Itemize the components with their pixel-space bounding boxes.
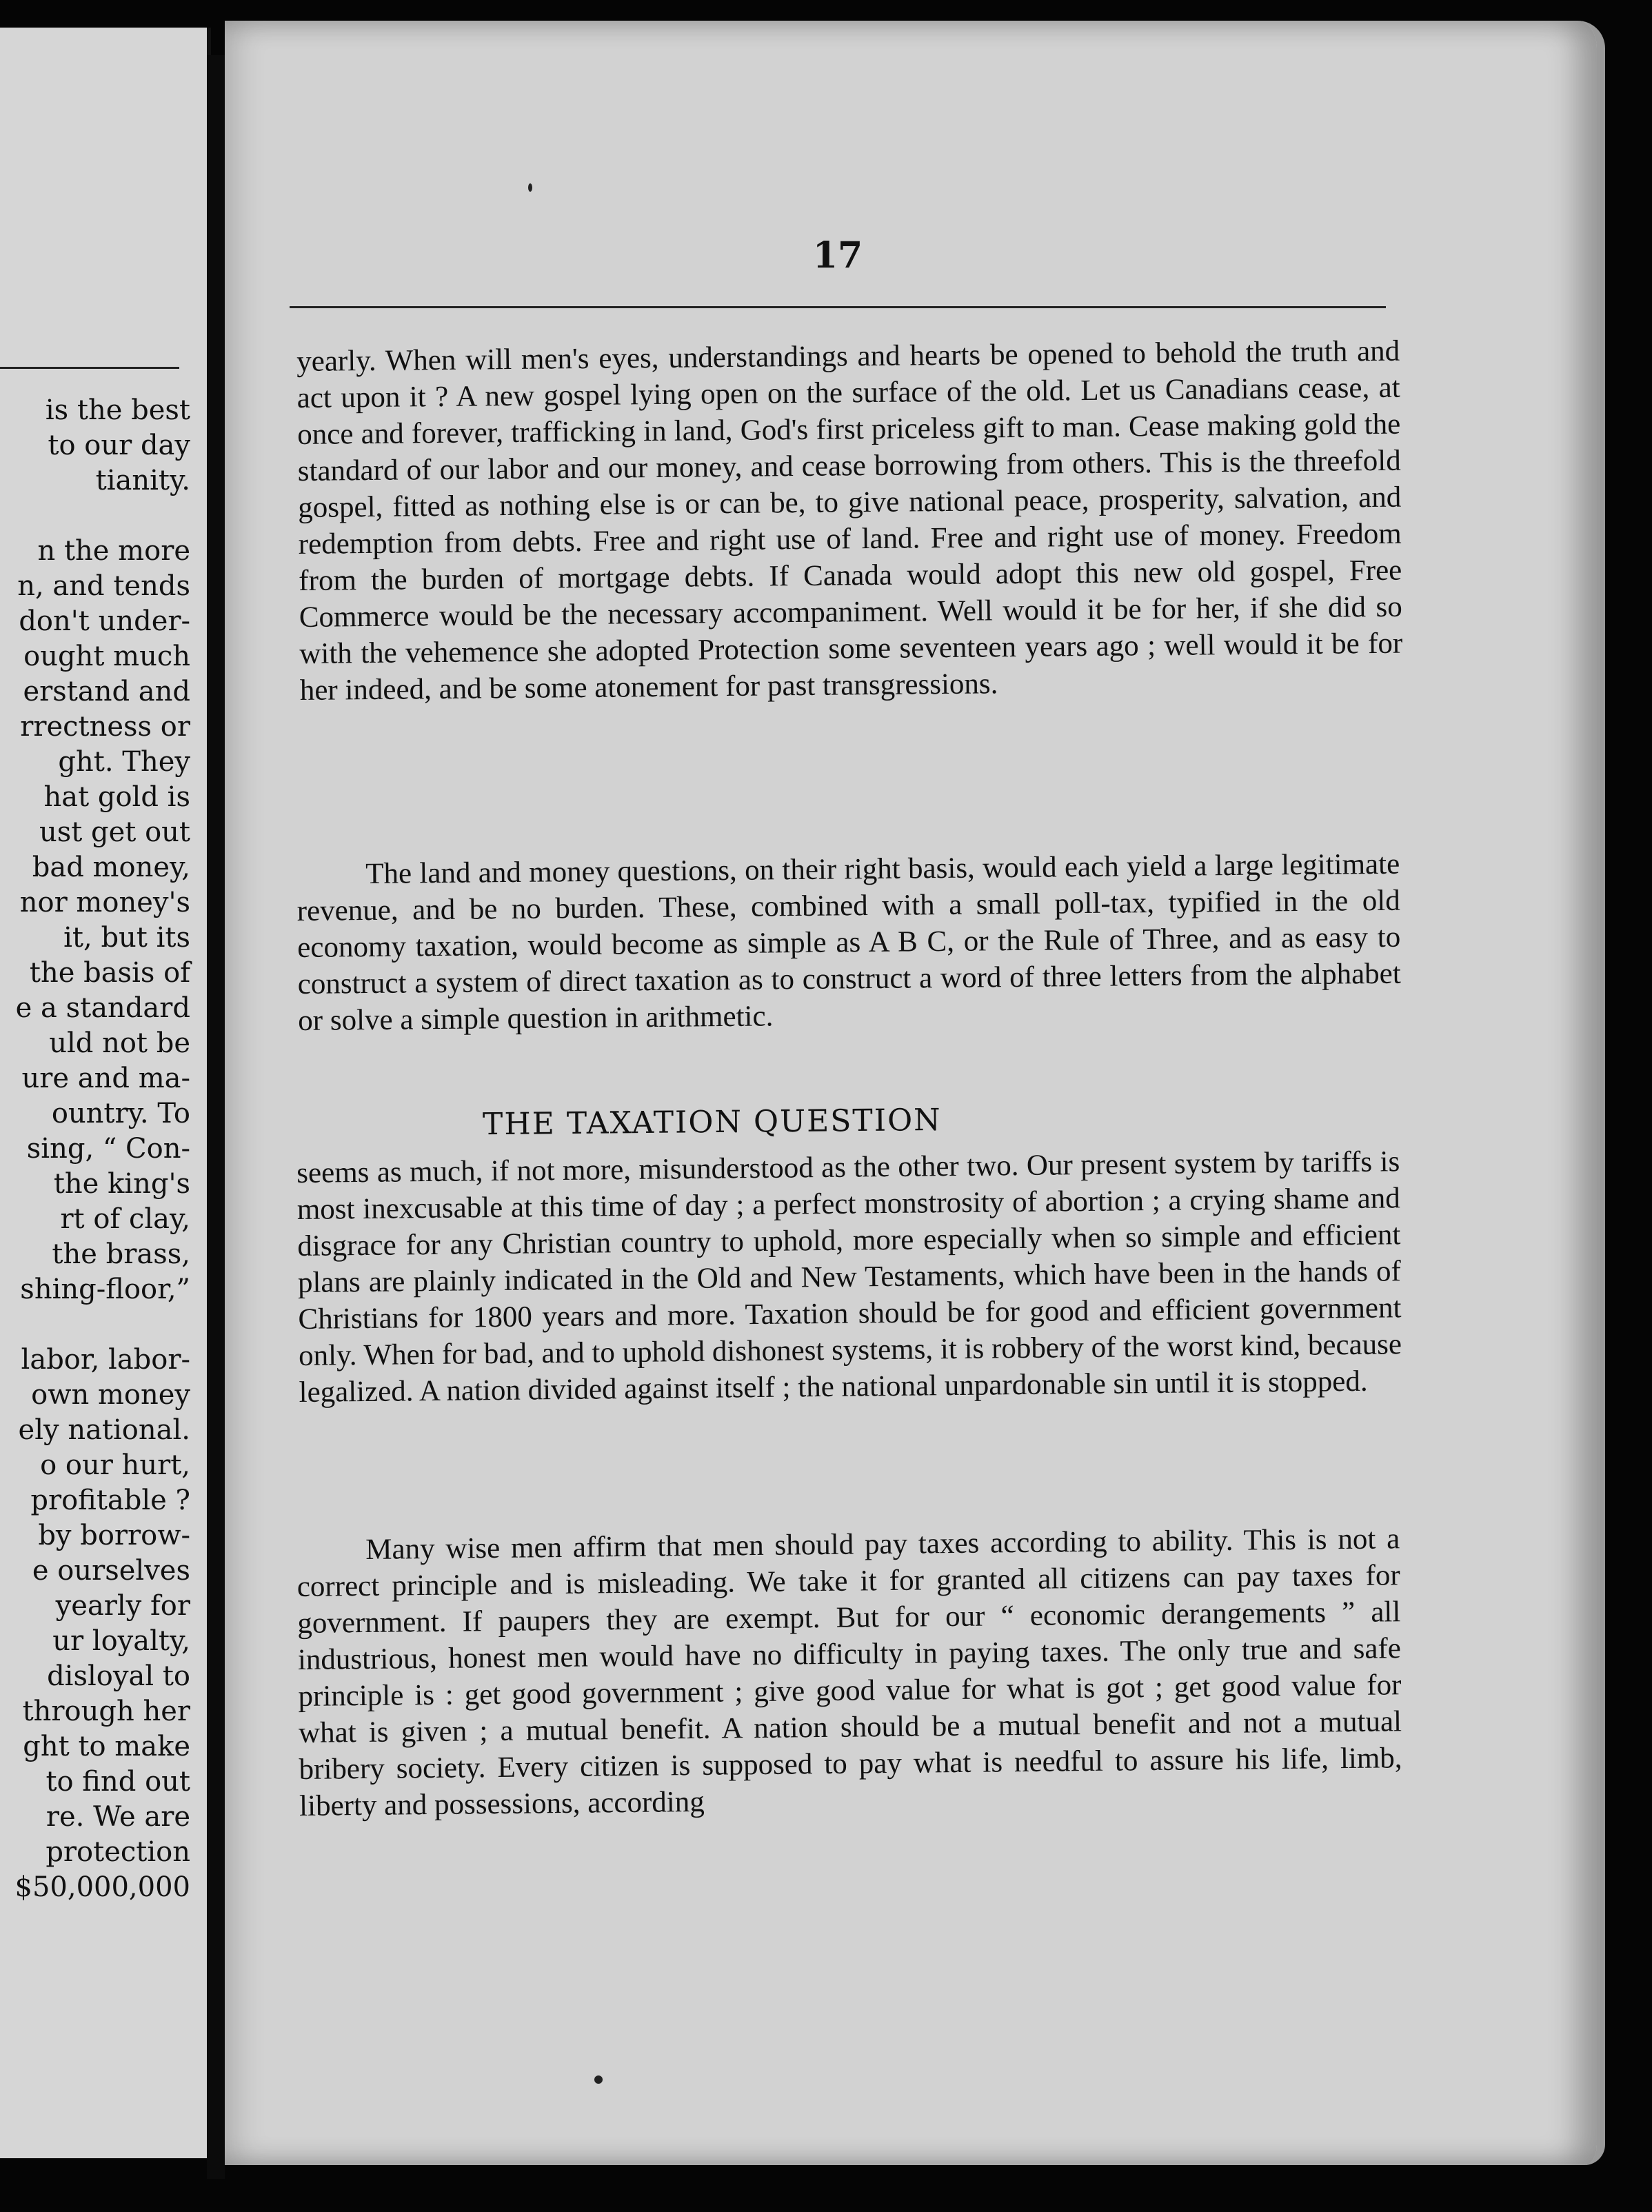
left-page-line: the brass, <box>52 1238 190 1270</box>
left-page-line <box>0 499 190 534</box>
left-page-line: yearly for <box>55 1590 190 1622</box>
left-page-rule <box>0 367 179 369</box>
left-page-line: rt of clay, <box>60 1203 190 1235</box>
paragraph-4: Many wise men affirm that men should pay taxes according to ability. This is not a correct principle and is misleading. We take it for granted all citizens can pay taxes for government. If paupers they are exempt. But for our “ economic derangements ” all industrious, honest men would have no difficulty in paying taxes. The only true and safe principle is : get good government ; give good value for what is got ; get good value for what is given ; a mutual benefit. A nation should be a mutual benefit and not a mutual bribery society. Every citizen is supposed to pay what is needful to assure his life, limb, liberty and possessions, according <box>296 1522 1402 1822</box>
left-page-line: is the best <box>45 394 190 426</box>
left-page-line: ur loyalty, <box>52 1625 190 1657</box>
left-page-line: nor money's <box>19 887 190 918</box>
left-page-line: erstand and <box>23 676 190 707</box>
ink-speck <box>528 183 532 192</box>
section-heading: THE TAXATION QUESTION <box>482 1102 942 1143</box>
left-page-line: uld not be <box>49 1027 190 1059</box>
left-page-line: tianity. <box>95 465 190 496</box>
left-page-line: shing-floor,” <box>20 1274 190 1305</box>
left-page-line: it, but its <box>63 922 190 954</box>
left-page-line: ght to make <box>23 1731 190 1762</box>
left-page-line: to our day <box>48 430 190 461</box>
left-page-line: ely national. <box>18 1414 190 1446</box>
left-page-line: n the more <box>37 535 190 567</box>
header-rule <box>290 306 1386 308</box>
left-page-line: hat gold is <box>43 781 190 813</box>
left-page-line: sing, “ Con- <box>26 1133 190 1165</box>
paragraph-3: seems as much, if not more, misunderstood as the other two. Our present system by tariffs is most inexcusable at this time of day ; a perfect monstrosity of abortion ; a crying shame and disgrace for any Christian country to uphold, more especially when so simple and efficient plans are plainly indicated in the Old and New Testaments, which have been in the hands of Christians for 1800 years and more. Taxation should be for good and efficient government only. When for bad, and to uphold dishonest systems, it is robbery of the worst kind, because legalized. A nation divided against itself ; the national unpardonable sin until it is stopped. <box>296 1145 1402 1409</box>
left-page-line: the basis of <box>29 957 190 989</box>
paragraph-2: The land and money questions, on their right basis, would each yield a large legitimate revenue, and be no burden. These, combined with a small poll-tax, typified in the old economy taxation, would become as simple as A B C, or the Rule of Three, and as easy to construct a system of direct taxation as to construct a word of three letters from the alphabet or solve a simple question in arithmetic. <box>296 847 1401 1037</box>
left-page-line: re. We are <box>46 1801 190 1833</box>
left-page-line: o our hurt, <box>40 1449 190 1481</box>
left-page-line: protection <box>46 1836 190 1868</box>
left-page-line: ght. They <box>58 746 190 778</box>
facing-page-left <box>0 28 211 2158</box>
left-page-line: the king's <box>53 1168 190 1200</box>
left-page-line: don't under- <box>19 605 190 637</box>
left-page-line: bad money, <box>32 852 190 883</box>
left-page-line: ure and ma- <box>21 1063 190 1094</box>
left-page-line: $50,000,000 <box>14 1871 190 1903</box>
left-page-text <box>0 393 190 1905</box>
ink-speck <box>594 2075 603 2084</box>
left-page-line: own money <box>31 1379 190 1411</box>
left-page-line: to find out <box>46 1766 190 1798</box>
left-page-line: rrectness or <box>20 711 190 743</box>
left-page-line: n, and tends <box>17 570 190 602</box>
left-page-line: e a standard <box>15 992 190 1024</box>
left-page-line: e ourselves <box>32 1555 190 1587</box>
left-page-line: profitable ? <box>30 1485 190 1516</box>
paragraph-1: yearly. When will men's eyes, understandings and hearts be opened to behold the truth and act upon it ? A new gospel lying open on the surface of the old. Let us Canadians cease, at once and forever, trafficking in land, God's first priceless gift to man. Cease making gold the standard of our labor and our money, and cease borrowing from others. This is the threefold gospel, fitted as nothing else is or can be, to give national peace, prosperity, salvation, and redemption from debts. Free and right use of land. Free and right use of money. Freedom from the burden of mortgage debts. If Canada would adopt this new old gospel, Free Commerce would be the necessary accompaniment. Well would it be for her, if she did so with the vehemence she adopted Protection some seventeen years ago ; well would it be for her indeed, and be some atonement for past transgressions. <box>296 334 1403 707</box>
left-page-line: through her <box>22 1696 190 1727</box>
left-page-line <box>0 1307 190 1343</box>
left-page-line: ust get out <box>39 816 190 848</box>
page-number: 17 <box>812 234 863 276</box>
book-gutter <box>207 55 225 2179</box>
left-page-line: ountry. To <box>51 1098 190 1129</box>
left-page-line: disloyal to <box>47 1660 190 1692</box>
left-page-line: ought much <box>23 641 190 672</box>
left-page-line: by borrow- <box>38 1520 190 1551</box>
left-page-line: labor, labor- <box>21 1344 190 1376</box>
